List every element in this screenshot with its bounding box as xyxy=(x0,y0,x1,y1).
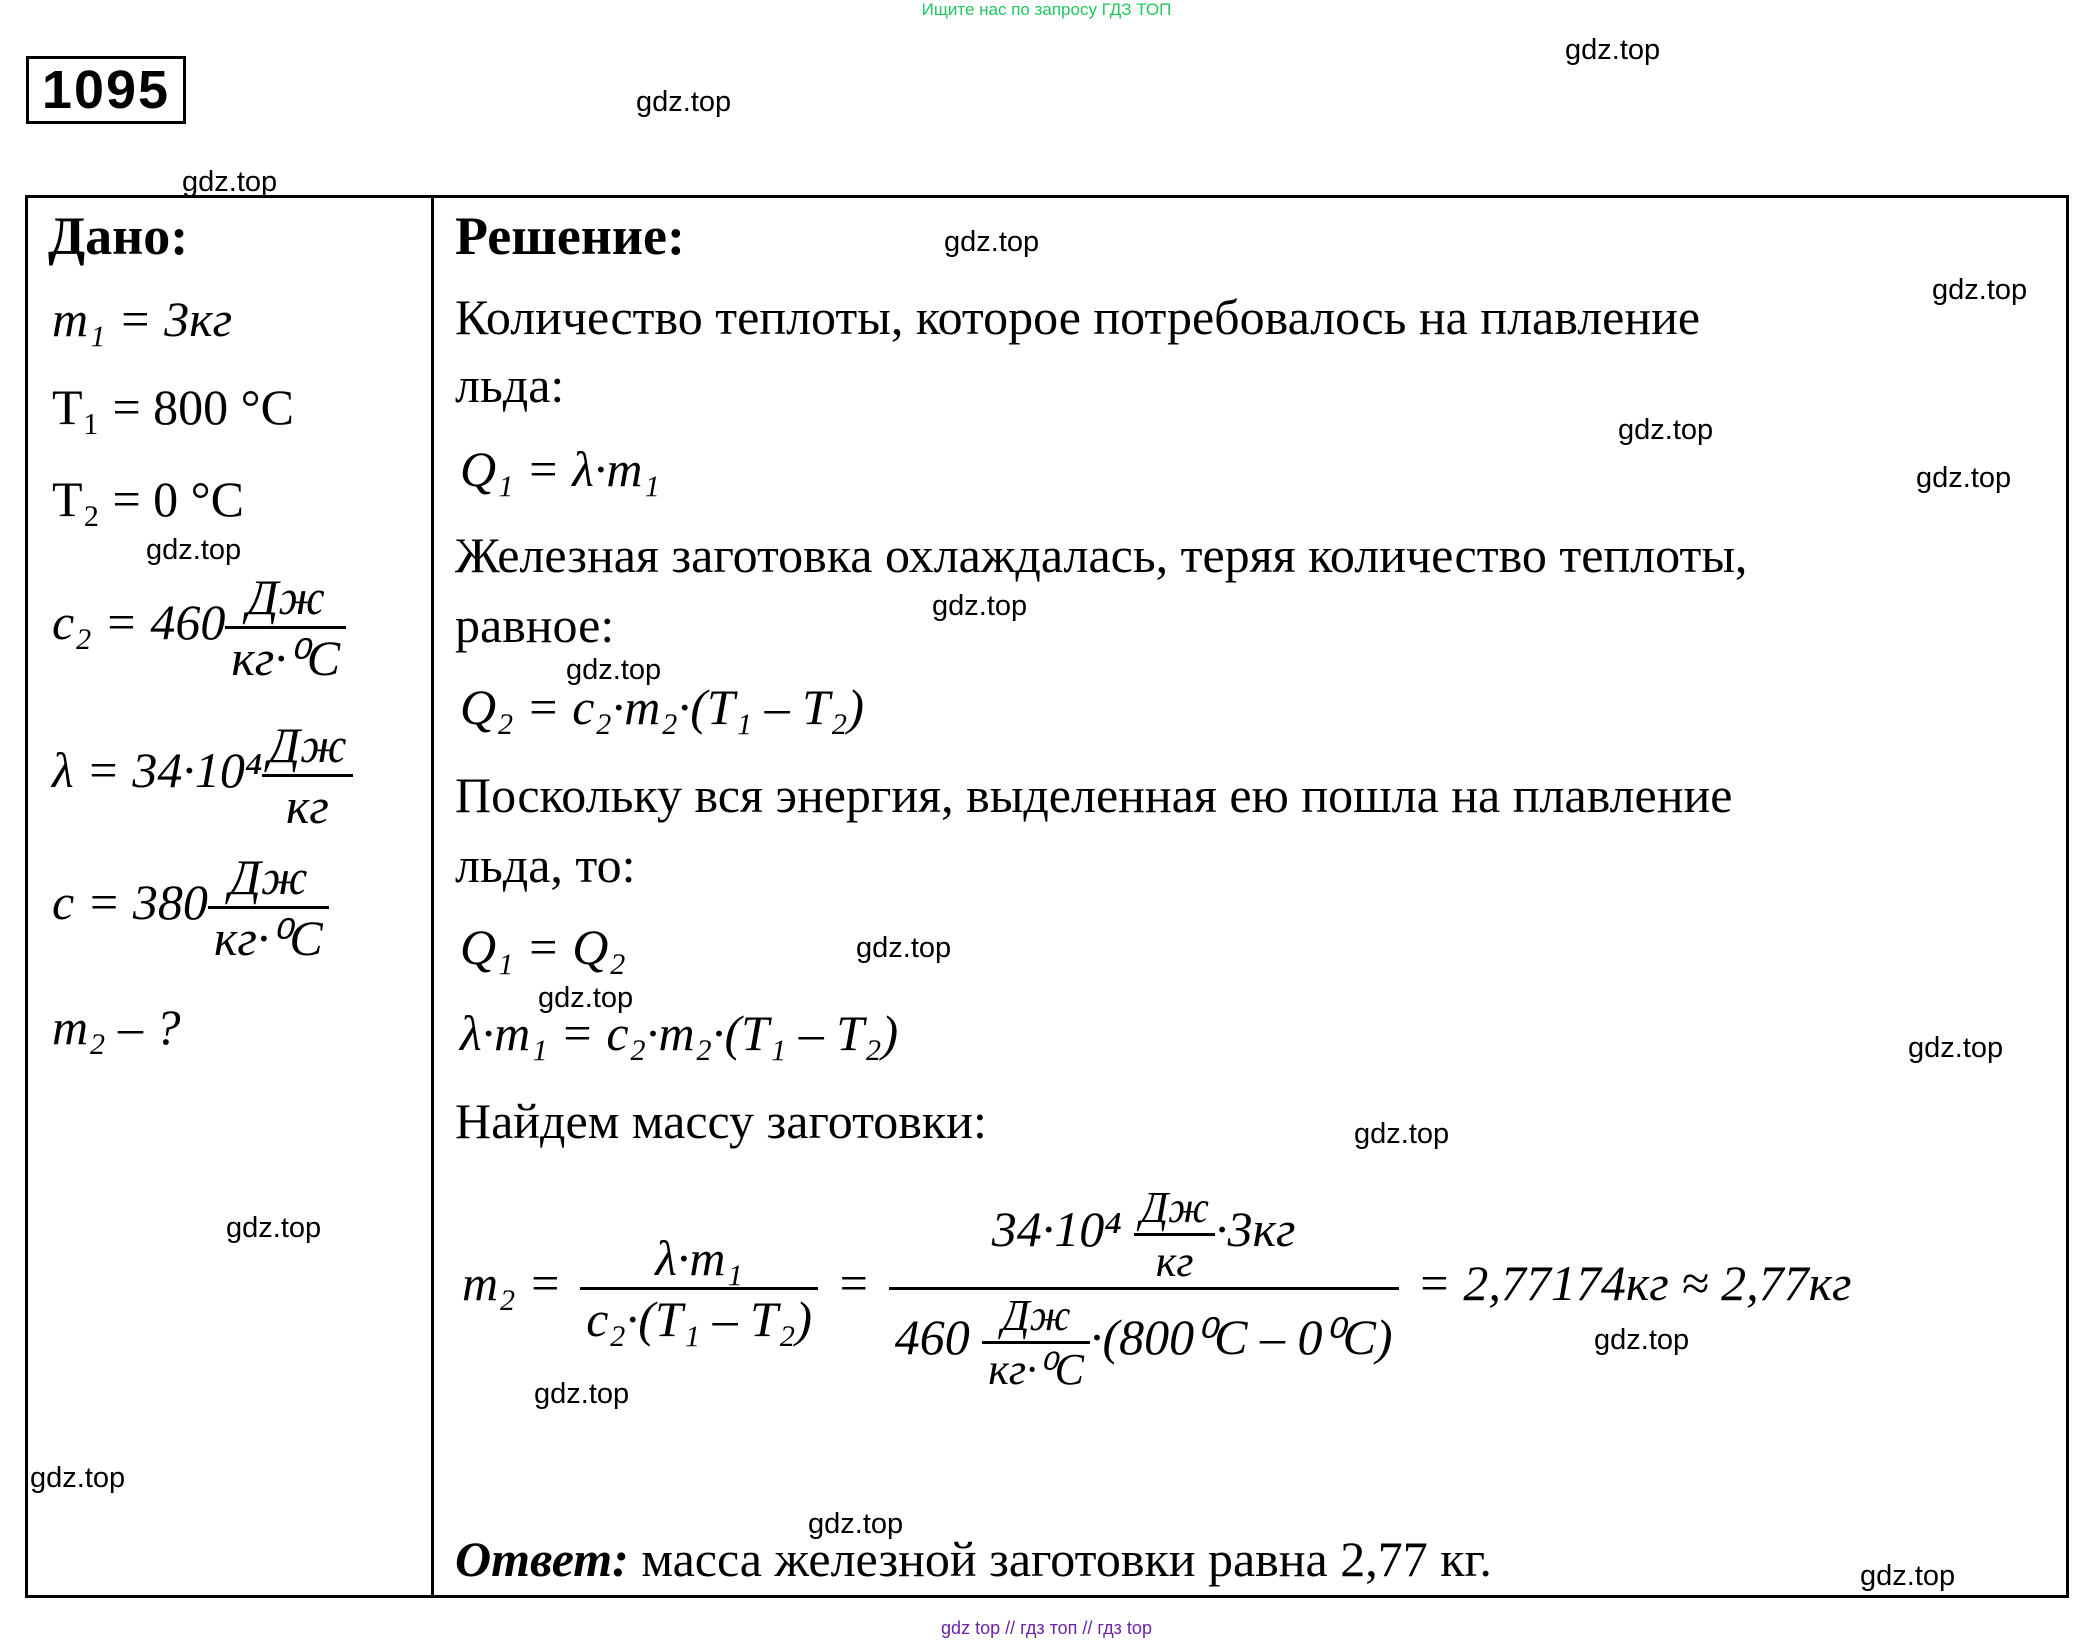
formula-q1: Q₁ = λ·m₁ xyxy=(460,441,660,497)
formula-balance: Q₁ = Q₂ xyxy=(460,919,626,975)
given-find: m₂ – ? xyxy=(52,999,181,1055)
watermark: gdz.top xyxy=(1594,1324,1690,1356)
watermark: gdz.top xyxy=(856,932,952,964)
formula-q2: Q₂ = c₂·m₂·(T₁ – T₂) xyxy=(460,679,864,735)
watermark: gdz.top xyxy=(932,590,1028,622)
watermark: gdz.top xyxy=(1932,274,2028,306)
given-heading: Дано: xyxy=(48,206,189,266)
watermark: gdz.top xyxy=(1354,1118,1450,1150)
formula-balance-expanded: λ·m₁ = c₂·m₂·(T₁ – T₂) xyxy=(460,1005,899,1061)
watermark: gdz.top xyxy=(944,226,1040,258)
solution-p4: Найдем массу заготовки: xyxy=(455,1093,987,1149)
watermark: gdz.top xyxy=(566,654,662,686)
solution-heading: Решение: xyxy=(455,206,685,266)
column-divider xyxy=(431,195,434,1598)
watermark: gdz.top xyxy=(146,534,242,566)
given-t1: T₁ = 800 °C xyxy=(52,379,295,435)
top-banner[interactable]: Ищите нас по запросу ГДЗ ТОП xyxy=(921,0,1172,19)
watermark: gdz.top xyxy=(226,1212,322,1244)
solution-p1b: льда: xyxy=(455,357,565,413)
problem-number: 1095 xyxy=(26,56,186,124)
answer-line: Ответ: масса железной заготовки равна 2,77 кг. xyxy=(455,1531,1492,1587)
watermark: gdz.top xyxy=(538,982,634,1014)
watermark: gdz.top xyxy=(182,166,278,198)
watermark: gdz.top xyxy=(1860,1560,1956,1592)
given-c2: c₂ = 460 Дж кг·⁰C xyxy=(52,568,346,687)
given-c: c = 380 Дж кг·⁰C xyxy=(52,848,329,967)
watermark: gdz.top xyxy=(1916,462,2012,494)
given-t2: T₂ = 0 °C xyxy=(52,471,245,527)
solution-p2b: равное: xyxy=(455,597,615,653)
watermark: gdz.top xyxy=(1565,34,1661,66)
watermark: gdz.top xyxy=(1908,1032,2004,1064)
watermark: gdz.top xyxy=(1618,414,1714,446)
watermark: gdz.top xyxy=(30,1462,126,1494)
final-formula: m₂ = $\frac{\text{λ·m₁}}{\text{c₂·(T₁ – T₂)}}$ = 34·10⁴ Дж кг ·3кг 460 Дж кг·⁰C ·(800⁰C – 0⁰C) = 2,77174кг ≈ 2,77кг xyxy=(462,1183,1852,1394)
watermark: gdz.top xyxy=(636,86,732,118)
bottom-links[interactable]: gdz top // гдз топ // гдз top xyxy=(941,1618,1152,1638)
solution-p3: Поскольку вся энергия, выделенная ею пошла на плавление xyxy=(455,767,1733,823)
solution-p1: Количество теплоты, которое потребовалось на плавление xyxy=(455,289,1701,345)
watermark: gdz.top xyxy=(808,1508,904,1540)
given-m1: m₁ = 3кг xyxy=(52,291,233,347)
given-lambda: λ = 34·10⁴ Дж кг xyxy=(52,716,353,835)
solution-p2: Железная заготовка охлаждалась, теряя количество теплоты, xyxy=(455,527,1748,583)
watermark: gdz.top xyxy=(534,1378,630,1410)
solution-p3b: льда, то: xyxy=(455,837,636,893)
